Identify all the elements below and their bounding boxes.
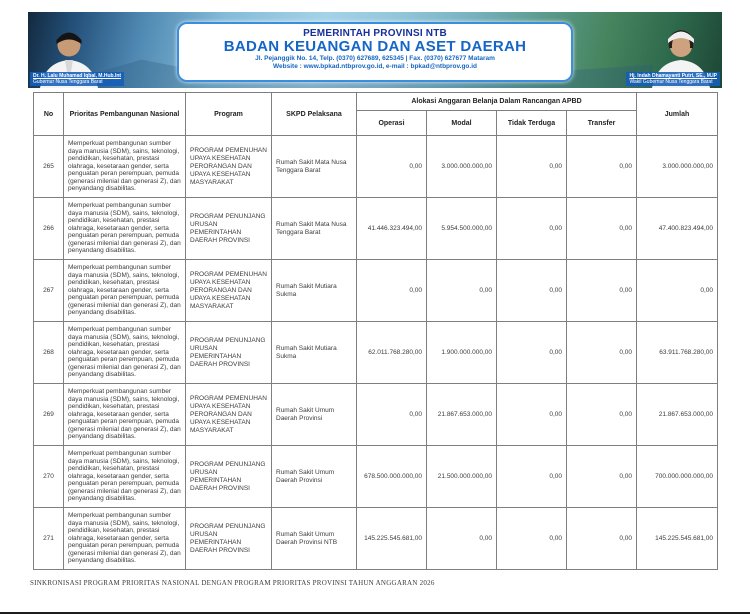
cell-transfer: 0,00: [567, 136, 637, 198]
cell-transfer: 0,00: [567, 446, 637, 508]
col-header-transfer: Transfer: [567, 111, 637, 136]
table-row: [34, 322, 718, 384]
cell-jumlah: 700.000.000.000,00: [637, 446, 718, 508]
cell-operasi: 0,00: [357, 260, 427, 322]
cell-tidak-terduga: 0,00: [497, 508, 567, 570]
cell-skpd: Rumah Sakit Mutiara Sukma: [272, 260, 357, 322]
cell-modal: 3.000.000.000,00: [427, 136, 497, 198]
table-row: [34, 384, 718, 446]
cell-jumlah: 0,00: [637, 260, 718, 322]
table-header: [34, 93, 718, 136]
cell-transfer: 0,00: [567, 322, 637, 384]
cell-transfer: 0,00: [567, 198, 637, 260]
cell-no: 268: [34, 322, 64, 384]
table-row: [34, 136, 718, 198]
vice-governor-name: Hj. Indah Dhamayanti Putri, SE., M.IP: [629, 73, 717, 79]
cell-no: 269: [34, 384, 64, 446]
cell-transfer: 0,00: [567, 260, 637, 322]
cell-jumlah: 47.400.823.494,00: [637, 198, 718, 260]
cell-modal: 21.500.000.000,00: [427, 446, 497, 508]
cell-tidak-terduga: 0,00: [497, 198, 567, 260]
cell-tidak-terduga: 0,00: [497, 446, 567, 508]
cell-jumlah: 145.225.545.681,00: [637, 508, 718, 570]
cell-tidak-terduga: 0,00: [497, 136, 567, 198]
col-header-prioritas: Prioritas Pembangunan Nasional: [64, 93, 186, 136]
cell-prioritas: Memperkuat pembangunan sumber daya manusia (SDM), sains, teknologi, pendidikan, kesehatan, prestasi olahraga, kesetaraan gender, serta penguatan peran perempuan, pemuda (generasi milenial dan generasi Z), dan penyandang disabilitas.: [64, 384, 186, 446]
col-header-tidak-terduga: Tidak Terduga: [497, 111, 567, 136]
agency-address: Jl. Pejanggik No. 14, Telp. (0370) 627689, 625345 | Fax. (0370) 627677 Mataram: [255, 55, 495, 62]
cell-program: PROGRAM PEMENUHAN UPAYA KESEHATAN PERORANGAN DAN UPAYA KESEHATAN MASYARAKAT: [186, 384, 272, 446]
cell-modal: 1.900.000.000,00: [427, 322, 497, 384]
cell-skpd: Rumah Sakit Mata Nusa Tenggara Barat: [272, 198, 357, 260]
col-header-modal: Modal: [427, 111, 497, 136]
col-header-alokasi-group: Alokasi Anggaran Belanja Dalam Rancangan APBD: [357, 93, 637, 111]
cell-skpd: Rumah Sakit Umum Daerah Provinsi: [272, 384, 357, 446]
cell-prioritas: Memperkuat pembangunan sumber daya manusia (SDM), sains, teknologi, pendidikan, kesehatan, prestasi olahraga, kesetaraan gender, serta penguatan peran perempuan, pemuda (generasi milenial dan generasi Z), dan penyandang disabilitas.: [64, 446, 186, 508]
cell-modal: 5.954.500.000,00: [427, 198, 497, 260]
table-row: [34, 446, 718, 508]
cell-operasi: 145.225.545.681,00: [357, 508, 427, 570]
cell-operasi: 0,00: [357, 384, 427, 446]
cell-modal: 21.867.653.000,00: [427, 384, 497, 446]
cell-jumlah: 63.911.768.280,00: [637, 322, 718, 384]
cell-modal: 0,00: [427, 260, 497, 322]
cell-program: PROGRAM PEMENUHAN UPAYA KESEHATAN PERORANGAN DAN UPAYA KESEHATAN MASYARAKAT: [186, 260, 272, 322]
governor-name: Dr. H. Lalu Muhamad Iqbal, M.Hub.Int: [33, 73, 122, 79]
budget-table: [33, 92, 718, 570]
cell-tidak-terduga: 0,00: [497, 260, 567, 322]
cell-transfer: 0,00: [567, 508, 637, 570]
cell-prioritas: Memperkuat pembangunan sumber daya manusia (SDM), sains, teknologi, pendidikan, kesehatan, prestasi olahraga, kesetaraan gender, serta penguatan peran perempuan, pemuda (generasi milenial dan generasi Z), dan penyandang disabilitas.: [64, 198, 186, 260]
cell-operasi: 0,00: [357, 136, 427, 198]
cell-no: 267: [34, 260, 64, 322]
cell-operasi: 678.500.000.000,00: [357, 446, 427, 508]
cell-program: PROGRAM PEMENUHAN UPAYA KESEHATAN PERORANGAN DAN UPAYA KESEHATAN MASYARAKAT: [186, 136, 272, 198]
col-header-no: No: [34, 93, 64, 136]
cell-no: 265: [34, 136, 64, 198]
cell-prioritas: Memperkuat pembangunan sumber daya manusia (SDM), sains, teknologi, pendidikan, kesehatan, prestasi olahraga, kesetaraan gender, serta penguatan peran perempuan, pemuda (generasi milenial dan generasi Z), dan penyandang disabilitas.: [64, 508, 186, 570]
cell-transfer: 0,00: [567, 384, 637, 446]
cell-program: PROGRAM PENUNJANG URUSAN PEMERINTAHAN DAERAH PROVINSI: [186, 508, 272, 570]
governor-caption: [30, 72, 124, 86]
cell-modal: 0,00: [427, 508, 497, 570]
vice-governor-title: Wakil Gubernur Nusa Tenggara Barat: [629, 79, 713, 85]
cell-skpd: Rumah Sakit Umum Daerah Provinsi NTB: [272, 508, 357, 570]
cell-prioritas: Memperkuat pembangunan sumber daya manusia (SDM), sains, teknologi, pendidikan, kesehatan, prestasi olahraga, kesetaraan gender, serta penguatan peran perempuan, pemuda (generasi milenial dan generasi Z), dan penyandang disabilitas.: [64, 136, 186, 198]
cell-jumlah: 21.867.653.000,00: [637, 384, 718, 446]
government-name: PEMERINTAH PROVINSI NTB: [303, 28, 447, 39]
table-row: [34, 198, 718, 260]
table-row: [34, 260, 718, 322]
table-row: [34, 508, 718, 570]
agency-contact: Website : www.bpkad.ntbprov.go.id, e-mail : bpkad@ntbprov.go.id: [273, 63, 477, 70]
cell-jumlah: 3.000.000.000,00: [637, 136, 718, 198]
cell-prioritas: Memperkuat pembangunan sumber daya manusia (SDM), sains, teknologi, pendidikan, kesehatan, prestasi olahraga, kesetaraan gender, serta penguatan peran perempuan, pemuda (generasi milenial dan generasi Z), dan penyandang disabilitas.: [64, 260, 186, 322]
page-title: BADAN KEUANGAN DAN ASET DAERAH: [223, 38, 527, 55]
col-header-program: Program: [186, 93, 272, 136]
cell-tidak-terduga: 0,00: [497, 384, 567, 446]
cell-no: 270: [34, 446, 64, 508]
cell-program: PROGRAM PENUNJANG URUSAN PEMERINTAHAN DAERAH PROVINSI: [186, 446, 272, 508]
cell-operasi: 41.446.323.494,00: [357, 198, 427, 260]
sync-note: SINKRONISASI PROGRAM PRIORITAS NASIONAL DENGAN PROGRAM PRIORITAS PROVINSI TAHUN ANGGARAN 2026: [30, 579, 435, 587]
cell-skpd: Rumah Sakit Mutiara Sukma: [272, 322, 357, 384]
cell-no: 266: [34, 198, 64, 260]
cell-program: PROGRAM PENUNJANG URUSAN PEMERINTAHAN DAERAH PROVINSI: [186, 322, 272, 384]
vice-governor-caption: [626, 72, 720, 86]
col-header-jumlah: Jumlah: [637, 93, 718, 136]
cell-tidak-terduga: 0,00: [497, 322, 567, 384]
cell-prioritas: Memperkuat pembangunan sumber daya manusia (SDM), sains, teknologi, pendidikan, kesehatan, prestasi olahraga, kesetaraan gender, serta penguatan peran perempuan, pemuda (generasi milenial dan generasi Z), dan penyandang disabilitas.: [64, 322, 186, 384]
letterhead-banner: [28, 12, 722, 88]
col-header-operasi: Operasi: [357, 111, 427, 136]
table-body: [34, 136, 718, 570]
col-header-skpd: SKPD Pelaksana: [272, 93, 357, 136]
cell-skpd: Rumah Sakit Umum Daerah Provinsi: [272, 446, 357, 508]
governor-title: Gubernur Nusa Tenggara Barat: [33, 79, 103, 85]
cell-operasi: 62.011.768.280,00: [357, 322, 427, 384]
cell-skpd: Rumah Sakit Mata Nusa Tenggara Barat: [272, 136, 357, 198]
agency-letterhead: [177, 22, 573, 82]
cell-program: PROGRAM PENUNJANG URUSAN PEMERINTAHAN DAERAH PROVINSI: [186, 198, 272, 260]
cell-no: 271: [34, 508, 64, 570]
